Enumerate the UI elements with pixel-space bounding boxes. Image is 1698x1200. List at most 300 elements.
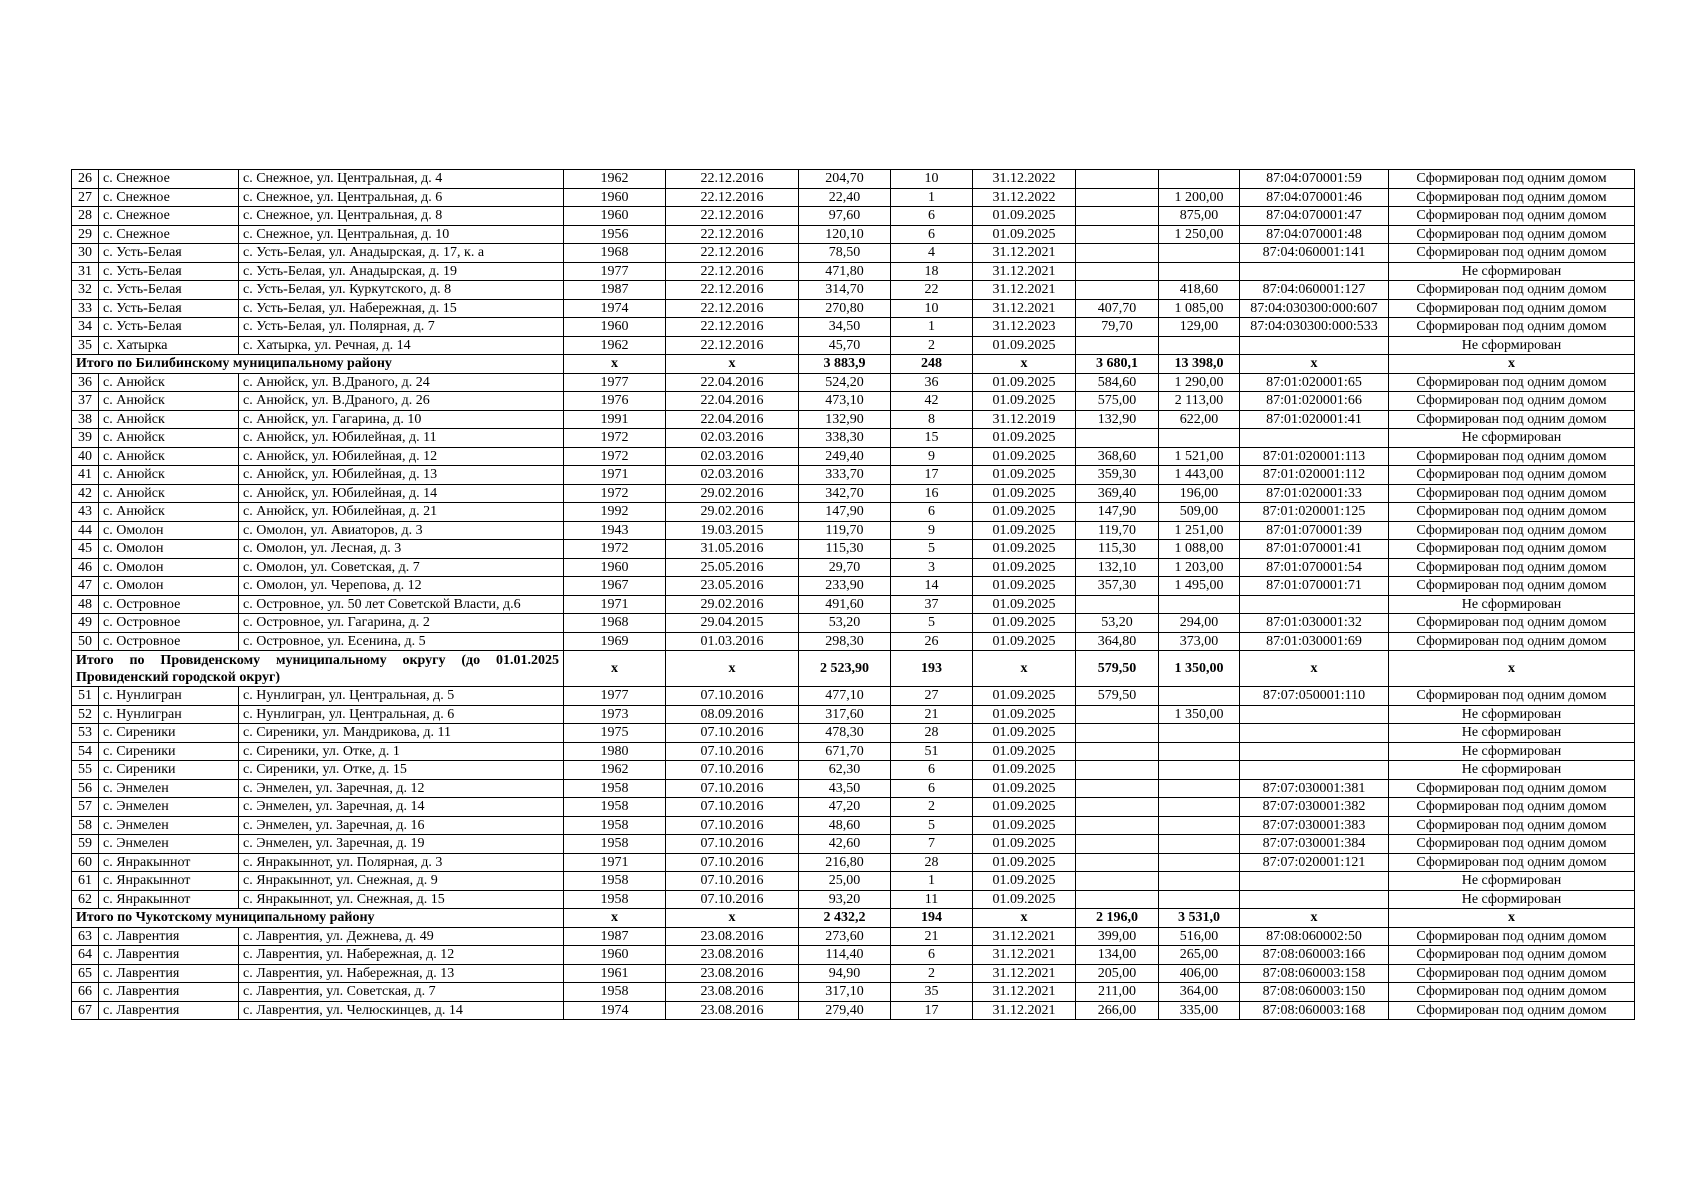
- year-cell: 1969: [564, 632, 666, 651]
- total-status-cell: x: [1389, 909, 1635, 928]
- deadline-cell: 01.09.2025: [973, 632, 1076, 651]
- deadline-cell: 01.09.2025: [973, 392, 1076, 411]
- land-area-cell: 418,60: [1159, 281, 1240, 300]
- row-number: 31: [72, 262, 99, 281]
- deadline-cell: 01.09.2025: [973, 225, 1076, 244]
- cadastre-cell: 87:08:060003:150: [1240, 983, 1389, 1002]
- address-cell: с. Снежное, ул. Центральная, д. 6: [239, 188, 564, 207]
- total-area2-sum: 2 196,0: [1076, 909, 1159, 928]
- year-cell: 1972: [564, 447, 666, 466]
- status-cell: Не сформирован: [1389, 742, 1635, 761]
- area-cell: 132,90: [799, 410, 891, 429]
- total-date-cell: x: [666, 355, 799, 374]
- address-cell: с. Усть-Белая, ул. Анадырская, д. 17, к. а: [239, 244, 564, 263]
- total-area-sum: 2 432,2: [799, 909, 891, 928]
- status-cell: Сформирован под одним домом: [1389, 946, 1635, 965]
- land-area-cell: 875,00: [1159, 207, 1240, 226]
- residents-cell: 22: [891, 281, 973, 300]
- deadline-cell: 01.09.2025: [973, 373, 1076, 392]
- land-area-cell: 1 495,00: [1159, 577, 1240, 596]
- year-cell: 1974: [564, 1001, 666, 1020]
- deadline-cell: 01.09.2025: [973, 742, 1076, 761]
- row-number: 61: [72, 872, 99, 891]
- deadline-cell: 01.09.2025: [973, 890, 1076, 909]
- area-cell: 298,30: [799, 632, 891, 651]
- status-cell: Не сформирован: [1389, 761, 1635, 780]
- status-cell: Сформирован под одним домом: [1389, 392, 1635, 411]
- land-area-cell: 265,00: [1159, 946, 1240, 965]
- total-year-cell: x: [564, 355, 666, 374]
- settlement-cell: с. Усть-Белая: [99, 244, 239, 263]
- area-cell: 249,40: [799, 447, 891, 466]
- total-area-cell: 364,80: [1076, 632, 1159, 651]
- residents-cell: 10: [891, 299, 973, 318]
- date-cell: 23.08.2016: [666, 946, 799, 965]
- address-cell: с. Анюйск, ул. В.Драного, д. 26: [239, 392, 564, 411]
- land-area-cell: [1159, 890, 1240, 909]
- total-date-cell: x: [666, 651, 799, 687]
- land-area-cell: [1159, 853, 1240, 872]
- row-number: 34: [72, 318, 99, 337]
- deadline-cell: 01.09.2025: [973, 429, 1076, 448]
- area-cell: 333,70: [799, 466, 891, 485]
- deadline-cell: 01.09.2025: [973, 779, 1076, 798]
- row-number: 36: [72, 373, 99, 392]
- date-cell: 07.10.2016: [666, 779, 799, 798]
- residents-cell: 5: [891, 614, 973, 633]
- row-number: 26: [72, 170, 99, 189]
- row-number: 57: [72, 798, 99, 817]
- residents-cell: 28: [891, 853, 973, 872]
- settlement-cell: с. Анюйск: [99, 484, 239, 503]
- total-area-cell: 53,20: [1076, 614, 1159, 633]
- land-area-cell: [1159, 429, 1240, 448]
- date-cell: 23.08.2016: [666, 1001, 799, 1020]
- table-row: [72, 558, 1635, 577]
- address-cell: с. Омолон, ул. Авиаторов, д. 3: [239, 521, 564, 540]
- settlement-cell: с. Нунлигран: [99, 687, 239, 706]
- deadline-cell: 01.09.2025: [973, 447, 1076, 466]
- date-cell: 22.04.2016: [666, 373, 799, 392]
- residents-cell: 5: [891, 540, 973, 559]
- address-cell: с. Нунлигран, ул. Центральная, д. 6: [239, 705, 564, 724]
- total-area-cell: [1076, 244, 1159, 263]
- residents-cell: 3: [891, 558, 973, 577]
- total-area-cell: [1076, 742, 1159, 761]
- total-area-cell: [1076, 429, 1159, 448]
- date-cell: 07.10.2016: [666, 872, 799, 891]
- row-number: 52: [72, 705, 99, 724]
- date-cell: 22.12.2016: [666, 336, 799, 355]
- status-cell: Сформирован под одним домом: [1389, 577, 1635, 596]
- settlement-cell: с. Усть-Белая: [99, 318, 239, 337]
- year-cell: 1987: [564, 281, 666, 300]
- cadastre-cell: 87:01:030001:32: [1240, 614, 1389, 633]
- address-cell: с. Янракыннот, ул. Снежная, д. 15: [239, 890, 564, 909]
- date-cell: 31.05.2016: [666, 540, 799, 559]
- table-row: [72, 503, 1635, 522]
- year-cell: 1958: [564, 835, 666, 854]
- date-cell: 02.03.2016: [666, 447, 799, 466]
- row-number: 47: [72, 577, 99, 596]
- area-cell: 279,40: [799, 1001, 891, 1020]
- area-cell: 147,90: [799, 503, 891, 522]
- address-cell: с. Янракыннот, ул. Снежная, д. 9: [239, 872, 564, 891]
- date-cell: 23.05.2016: [666, 577, 799, 596]
- year-cell: 1977: [564, 262, 666, 281]
- date-cell: 07.10.2016: [666, 890, 799, 909]
- row-number: 63: [72, 927, 99, 946]
- year-cell: 1987: [564, 927, 666, 946]
- area-cell: 524,20: [799, 373, 891, 392]
- deadline-cell: 01.09.2025: [973, 540, 1076, 559]
- settlement-cell: с. Лаврентия: [99, 964, 239, 983]
- year-cell: 1972: [564, 484, 666, 503]
- year-cell: 1973: [564, 705, 666, 724]
- date-cell: 02.03.2016: [666, 429, 799, 448]
- total-area-cell: 575,00: [1076, 392, 1159, 411]
- table-row: [72, 964, 1635, 983]
- total-area-cell: 79,70: [1076, 318, 1159, 337]
- date-cell: 07.10.2016: [666, 835, 799, 854]
- land-area-cell: 622,00: [1159, 410, 1240, 429]
- table-row: [72, 244, 1635, 263]
- total-area-cell: [1076, 779, 1159, 798]
- cadastre-cell: [1240, 761, 1389, 780]
- year-cell: 1961: [564, 964, 666, 983]
- land-area-cell: 1 251,00: [1159, 521, 1240, 540]
- residents-cell: 35: [891, 983, 973, 1002]
- date-cell: 01.03.2016: [666, 632, 799, 651]
- total-area-cell: [1076, 281, 1159, 300]
- row-number: 43: [72, 503, 99, 522]
- address-cell: с. Сиреники, ул. Отке, д. 1: [239, 742, 564, 761]
- residents-cell: 15: [891, 429, 973, 448]
- total-residents-sum: 193: [891, 651, 973, 687]
- area-cell: 115,30: [799, 540, 891, 559]
- subtotal-label: Итого по Чукотскому муниципальному району: [72, 909, 564, 928]
- settlement-cell: с. Островное: [99, 595, 239, 614]
- deadline-cell: 31.12.2021: [973, 946, 1076, 965]
- cadastre-cell: 87:07:030001:384: [1240, 835, 1389, 854]
- table-row: [72, 521, 1635, 540]
- area-cell: 216,80: [799, 853, 891, 872]
- settlement-cell: с. Омолон: [99, 521, 239, 540]
- date-cell: 02.03.2016: [666, 466, 799, 485]
- settlement-cell: с. Снежное: [99, 207, 239, 226]
- total-status-cell: x: [1389, 651, 1635, 687]
- status-cell: Сформирован под одним домом: [1389, 410, 1635, 429]
- settlement-cell: с. Островное: [99, 614, 239, 633]
- status-cell: Не сформирован: [1389, 705, 1635, 724]
- status-cell: Сформирован под одним домом: [1389, 835, 1635, 854]
- settlement-cell: с. Сиреники: [99, 761, 239, 780]
- settlement-cell: с. Снежное: [99, 225, 239, 244]
- total-deadline-cell: x: [973, 909, 1076, 928]
- table-row: [72, 946, 1635, 965]
- date-cell: 22.12.2016: [666, 318, 799, 337]
- deadline-cell: 31.12.2021: [973, 281, 1076, 300]
- land-area-cell: 1 443,00: [1159, 466, 1240, 485]
- table-row: [72, 724, 1635, 743]
- land-area-cell: 196,00: [1159, 484, 1240, 503]
- cadastre-cell: [1240, 336, 1389, 355]
- area-cell: 47,20: [799, 798, 891, 817]
- table-body: [72, 170, 1635, 1020]
- year-cell: 1971: [564, 853, 666, 872]
- address-cell: с. Анюйск, ул. Гагарина, д. 10: [239, 410, 564, 429]
- status-cell: Сформирован под одним домом: [1389, 964, 1635, 983]
- row-number: 64: [72, 946, 99, 965]
- row-number: 39: [72, 429, 99, 448]
- land-area-cell: [1159, 835, 1240, 854]
- land-area-cell: [1159, 170, 1240, 189]
- residents-cell: 42: [891, 392, 973, 411]
- land-area-cell: [1159, 244, 1240, 263]
- year-cell: 1958: [564, 798, 666, 817]
- settlement-cell: с. Сиреники: [99, 742, 239, 761]
- cadastre-cell: 87:04:070001:46: [1240, 188, 1389, 207]
- settlement-cell: с. Снежное: [99, 188, 239, 207]
- total-area-cell: [1076, 188, 1159, 207]
- area-cell: 25,00: [799, 872, 891, 891]
- year-cell: 1977: [564, 687, 666, 706]
- year-cell: 1977: [564, 373, 666, 392]
- total-area-cell: 368,60: [1076, 447, 1159, 466]
- land-area-cell: 406,00: [1159, 964, 1240, 983]
- land-area-cell: 335,00: [1159, 1001, 1240, 1020]
- total-land-sum: 13 398,0: [1159, 355, 1240, 374]
- total-area-cell: [1076, 890, 1159, 909]
- area-cell: 45,70: [799, 336, 891, 355]
- address-cell: с. Омолон, ул. Советская, д. 7: [239, 558, 564, 577]
- year-cell: 1958: [564, 779, 666, 798]
- address-cell: с. Лаврентия, ул. Советская, д. 7: [239, 983, 564, 1002]
- total-date-cell: x: [666, 909, 799, 928]
- residents-cell: 1: [891, 188, 973, 207]
- address-cell: с. Анюйск, ул. Юбилейная, д. 12: [239, 447, 564, 466]
- land-area-cell: [1159, 742, 1240, 761]
- address-cell: с. Энмелен, ул. Заречная, д. 14: [239, 798, 564, 817]
- row-number: 38: [72, 410, 99, 429]
- address-cell: с. Янракыннот, ул. Полярная, д. 3: [239, 853, 564, 872]
- row-number: 53: [72, 724, 99, 743]
- status-cell: Сформирован под одним домом: [1389, 188, 1635, 207]
- cadastre-cell: 87:01:070001:71: [1240, 577, 1389, 596]
- row-number: 51: [72, 687, 99, 706]
- status-cell: Сформирован под одним домом: [1389, 779, 1635, 798]
- area-cell: 114,40: [799, 946, 891, 965]
- date-cell: 07.10.2016: [666, 798, 799, 817]
- table-row: [72, 595, 1635, 614]
- cadastre-cell: 87:08:060003:168: [1240, 1001, 1389, 1020]
- total-residents-sum: 248: [891, 355, 973, 374]
- year-cell: 1972: [564, 540, 666, 559]
- date-cell: 22.12.2016: [666, 207, 799, 226]
- address-cell: с. Энмелен, ул. Заречная, д. 16: [239, 816, 564, 835]
- address-cell: с. Анюйск, ул. Юбилейная, д. 14: [239, 484, 564, 503]
- table-row: [72, 466, 1635, 485]
- residents-cell: 11: [891, 890, 973, 909]
- table-row: [72, 225, 1635, 244]
- row-number: 60: [72, 853, 99, 872]
- settlement-cell: с. Лаврентия: [99, 1001, 239, 1020]
- row-number: 42: [72, 484, 99, 503]
- address-cell: с. Хатырка, ул. Речная, д. 14: [239, 336, 564, 355]
- cadastre-cell: 87:07:030001:383: [1240, 816, 1389, 835]
- deadline-cell: 01.09.2025: [973, 872, 1076, 891]
- area-cell: 671,70: [799, 742, 891, 761]
- area-cell: 78,50: [799, 244, 891, 263]
- land-area-cell: 2 113,00: [1159, 392, 1240, 411]
- date-cell: 23.08.2016: [666, 983, 799, 1002]
- residents-cell: 5: [891, 816, 973, 835]
- residents-cell: 6: [891, 779, 973, 798]
- residents-cell: 1: [891, 318, 973, 337]
- area-cell: 491,60: [799, 595, 891, 614]
- residents-cell: 51: [891, 742, 973, 761]
- cadastre-cell: 87:08:060002:50: [1240, 927, 1389, 946]
- table-row: [72, 835, 1635, 854]
- total-area-cell: [1076, 761, 1159, 780]
- total-area-cell: 132,90: [1076, 410, 1159, 429]
- address-cell: с. Энмелен, ул. Заречная, д. 19: [239, 835, 564, 854]
- residents-cell: 8: [891, 410, 973, 429]
- settlement-cell: с. Снежное: [99, 170, 239, 189]
- settlement-cell: с. Лаврентия: [99, 946, 239, 965]
- address-cell: с. Лаврентия, ул. Дежнева, д. 49: [239, 927, 564, 946]
- total-area-cell: 119,70: [1076, 521, 1159, 540]
- table-row: [72, 447, 1635, 466]
- residents-cell: 21: [891, 705, 973, 724]
- settlement-cell: с. Омолон: [99, 577, 239, 596]
- area-cell: 42,60: [799, 835, 891, 854]
- settlement-cell: с. Анюйск: [99, 429, 239, 448]
- cadastre-cell: [1240, 890, 1389, 909]
- total-year-cell: x: [564, 909, 666, 928]
- cadastre-cell: 87:08:060003:166: [1240, 946, 1389, 965]
- date-cell: 23.08.2016: [666, 927, 799, 946]
- year-cell: 1958: [564, 890, 666, 909]
- settlement-cell: с. Анюйск: [99, 392, 239, 411]
- row-number: 37: [72, 392, 99, 411]
- address-cell: с. Анюйск, ул. Юбилейная, д. 11: [239, 429, 564, 448]
- area-cell: 94,90: [799, 964, 891, 983]
- deadline-cell: 01.09.2025: [973, 595, 1076, 614]
- address-cell: с. Островное, ул. Гагарина, д. 2: [239, 614, 564, 633]
- address-cell: с. Снежное, ул. Центральная, д. 10: [239, 225, 564, 244]
- total-residents-sum: 194: [891, 909, 973, 928]
- table-row: [72, 429, 1635, 448]
- row-number: 58: [72, 816, 99, 835]
- row-number: 29: [72, 225, 99, 244]
- status-cell: Сформирован под одним домом: [1389, 614, 1635, 633]
- deadline-cell: 01.09.2025: [973, 724, 1076, 743]
- land-area-cell: 509,00: [1159, 503, 1240, 522]
- status-cell: Сформирован под одним домом: [1389, 299, 1635, 318]
- year-cell: 1960: [564, 558, 666, 577]
- address-cell: с. Сиреники, ул. Отке, д. 15: [239, 761, 564, 780]
- status-cell: Сформирован под одним домом: [1389, 318, 1635, 337]
- total-area-cell: [1076, 724, 1159, 743]
- total-area2-sum: 579,50: [1076, 651, 1159, 687]
- table-row: [72, 872, 1635, 891]
- date-cell: 22.12.2016: [666, 170, 799, 189]
- status-cell: Сформирован под одним домом: [1389, 558, 1635, 577]
- status-cell: Сформирован под одним домом: [1389, 503, 1635, 522]
- status-cell: Не сформирован: [1389, 262, 1635, 281]
- status-cell: Не сформирован: [1389, 595, 1635, 614]
- land-area-cell: [1159, 262, 1240, 281]
- status-cell: Сформирован под одним домом: [1389, 983, 1635, 1002]
- row-number: 35: [72, 336, 99, 355]
- area-cell: 342,70: [799, 484, 891, 503]
- row-number: 45: [72, 540, 99, 559]
- total-area-cell: 115,30: [1076, 540, 1159, 559]
- area-cell: 120,10: [799, 225, 891, 244]
- date-cell: 22.12.2016: [666, 225, 799, 244]
- cadastre-cell: 87:07:020001:121: [1240, 853, 1389, 872]
- total-area-cell: 147,90: [1076, 503, 1159, 522]
- cadastre-cell: [1240, 724, 1389, 743]
- cadastre-cell: [1240, 705, 1389, 724]
- settlement-cell: с. Усть-Белая: [99, 299, 239, 318]
- status-cell: Сформирован под одним домом: [1389, 1001, 1635, 1020]
- settlement-cell: с. Янракыннот: [99, 853, 239, 872]
- table-row: [72, 853, 1635, 872]
- total-area-sum: 3 883,9: [799, 355, 891, 374]
- total-area-cell: [1076, 207, 1159, 226]
- total-cadastre-cell: x: [1240, 651, 1389, 687]
- total-area-cell: 399,00: [1076, 927, 1159, 946]
- table-row: [72, 188, 1635, 207]
- deadline-cell: 01.09.2025: [973, 835, 1076, 854]
- area-cell: 314,70: [799, 281, 891, 300]
- status-cell: Сформирован под одним домом: [1389, 170, 1635, 189]
- area-cell: 270,80: [799, 299, 891, 318]
- area-cell: 317,60: [799, 705, 891, 724]
- cadastre-cell: 87:04:030300:000:607: [1240, 299, 1389, 318]
- year-cell: 1958: [564, 816, 666, 835]
- status-cell: Сформирован под одним домом: [1389, 927, 1635, 946]
- year-cell: 1968: [564, 614, 666, 633]
- address-cell: с. Усть-Белая, ул. Куркутского, д. 8: [239, 281, 564, 300]
- date-cell: 07.10.2016: [666, 853, 799, 872]
- table-row: [72, 262, 1635, 281]
- total-area-cell: [1076, 816, 1159, 835]
- status-cell: Не сформирован: [1389, 724, 1635, 743]
- row-number: 49: [72, 614, 99, 633]
- date-cell: 29.02.2016: [666, 503, 799, 522]
- settlement-cell: с. Хатырка: [99, 336, 239, 355]
- total-land-sum: 3 531,0: [1159, 909, 1240, 928]
- settlement-cell: с. Янракыннот: [99, 872, 239, 891]
- settlement-cell: с. Усть-Белая: [99, 262, 239, 281]
- cadastre-cell: 87:01:070001:54: [1240, 558, 1389, 577]
- row-number: 28: [72, 207, 99, 226]
- cadastre-cell: 87:04:060001:127: [1240, 281, 1389, 300]
- total-area-cell: [1076, 336, 1159, 355]
- deadline-cell: 01.09.2025: [973, 484, 1076, 503]
- land-area-cell: 364,00: [1159, 983, 1240, 1002]
- status-cell: Не сформирован: [1389, 890, 1635, 909]
- land-area-cell: 516,00: [1159, 927, 1240, 946]
- row-number: 54: [72, 742, 99, 761]
- address-cell: с. Сиреники, ул. Мандрикова, д. 11: [239, 724, 564, 743]
- year-cell: 1980: [564, 742, 666, 761]
- address-cell: с. Энмелен, ул. Заречная, д. 12: [239, 779, 564, 798]
- address-cell: с. Островное, ул. Есенина, д. 5: [239, 632, 564, 651]
